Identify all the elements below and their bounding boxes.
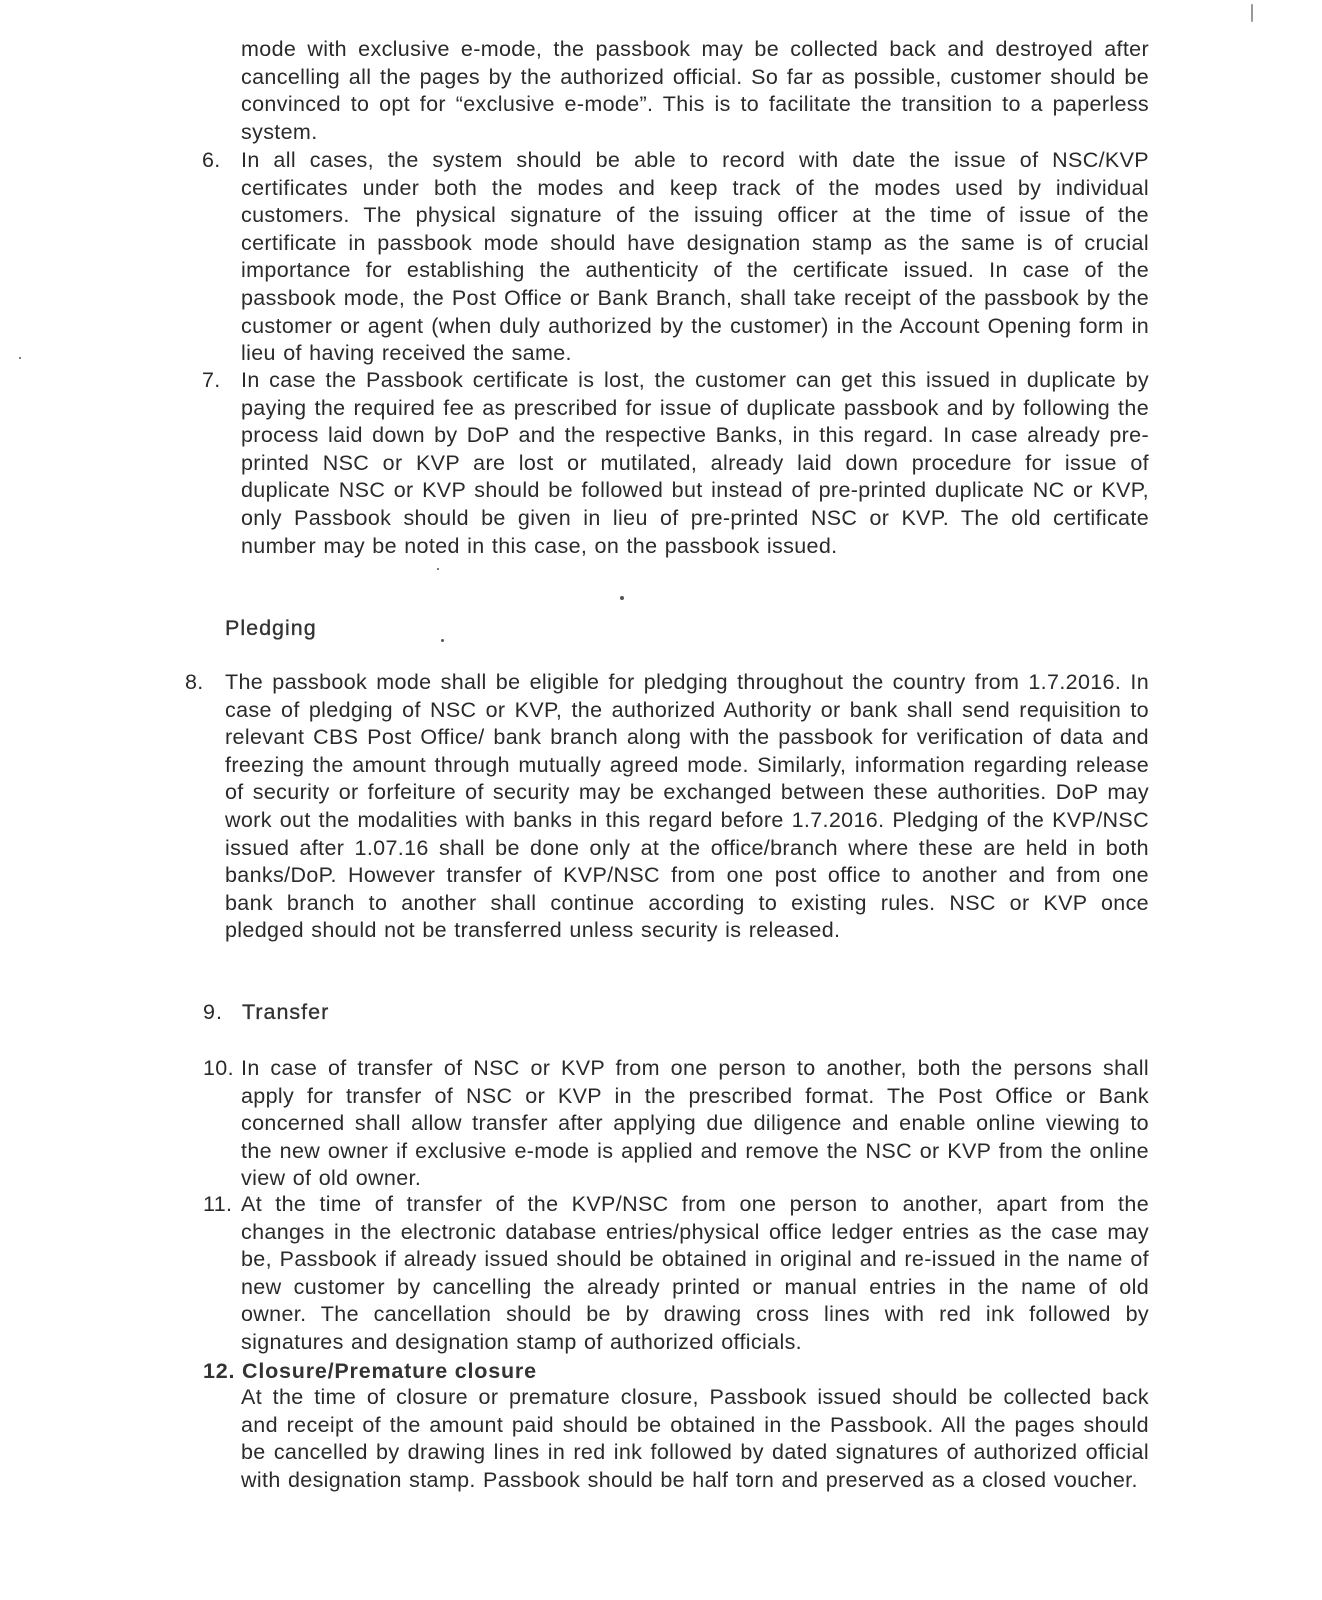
item-number: 10.: [203, 1056, 234, 1080]
list-item-paragraph: In case the Passbook certificate is lost, the customer can get this issued in duplicate by paying the required fee as prescribed for issue of duplicate passbook and by following the process laid down by DoP and the respective Banks, in this regard. In case already pre-printed NSC or KVP are lost or mutilated, already laid down procedure for issue of duplicate NSC or KVP should be followed but instead of pre-printed duplicate NC or KVP, only Passbook should be given in lieu of pre-printed NSC or KVP. The old certificate number may be noted in this case, on the passbook issued.: [241, 368, 1149, 558]
section-heading-closure: Closure/Premature closure: [242, 1359, 537, 1383]
scan-speck: [19, 357, 21, 359]
item-number: 8.: [185, 670, 204, 694]
scan-speck: [620, 596, 624, 600]
list-item-paragraph: In all cases, the system should be able to record with date the issue of NSC/KVP certificates under both the modes and keep track of the modes used by individual customers. The physical signature of the issuing officer at the time of issue of the certificate in passbook mode should have designation stamp as the same is of crucial importance for establishing the authenticity of the certificate issued. In case of the passbook mode, the Post Office or Bank Branch, shall take receipt of the passbook by the customer or agent (when duly authorized by the customer) in the Account Opening form in lieu of having received the same.: [241, 148, 1149, 366]
list-item-paragraph: At the time of transfer of the KVP/NSC from one person to another, apart from the changes in the electronic database entries/physical office ledger entries as the case may be, Passbook if already issued should be obtained in original and re-issued in the name of new customer by cancelling the already printed or manual entries in the name of old owner. The cancellation should be by drawing cross lines with red ink followed by signatures and designation stamp of authorized officials.: [241, 1192, 1149, 1354]
section-heading-pledging: Pledging: [225, 616, 317, 640]
intro-paragraph: mode with exclusive e-mode, the passbook may be collected back and destroyed after cancelling all the pages by the authorized official. So far as possible, customer should be convinced to opt for “exclusive e-mode”. This is to facilitate the transition to a paperless system.: [241, 37, 1149, 144]
item-number: 7.: [202, 368, 221, 392]
list-item-paragraph: In case of transfer of NSC or KVP from one person to another, both the persons shall apply for transfer of NSC or KVP in the prescribed format. The Post Office or Bank concerned shall allow transfer after applying due diligence and enable online viewing to the new owner if exclusive e-mode is applied and remove the NSC or KVP from the online view of old owner.: [241, 1056, 1149, 1191]
list-item-paragraph: At the time of closure or premature closure, Passbook issued should be collected back and receipt of the amount paid should be obtained in the Passbook. All the pages should be cancelled by drawing lines in red ink followed by dated signatures of authorized official with designation stamp. Passbook should be half torn and preserved as a closed voucher.: [241, 1385, 1149, 1492]
scan-speck: [1251, 4, 1253, 22]
scan-speck: [441, 639, 444, 642]
item-number: 11.: [203, 1192, 233, 1216]
section-heading-transfer: Transfer: [242, 1000, 330, 1024]
list-item-paragraph: The passbook mode shall be eligible for pledging throughout the country from 1.7.2016. In case of pledging of NSC or KVP, the authorized Authority or bank shall send requisition to relevant CBS Post Office/ bank branch along with the passbook for verification of data and freezing the amount through mutually agreed mode. Similarly, information regarding release of security or forfeiture of security may be exchanged between these authorities. DoP may work out the modalities with banks in this regard before 1.7.2016. Pledging of the KVP/NSC issued after 1.07.16 shall be done only at the office/branch where these are held in both banks/DoP. However transfer of KVP/NSC from one post office to another and from one bank branch to another shall continue according to existing rules. NSC or KVP once pledged should not be transferred unless security is released.: [225, 670, 1149, 943]
item-number: 12.: [203, 1359, 236, 1383]
item-number: 6.: [202, 148, 221, 172]
item-number: 9.: [203, 1000, 223, 1024]
scan-speck: [437, 568, 439, 570]
